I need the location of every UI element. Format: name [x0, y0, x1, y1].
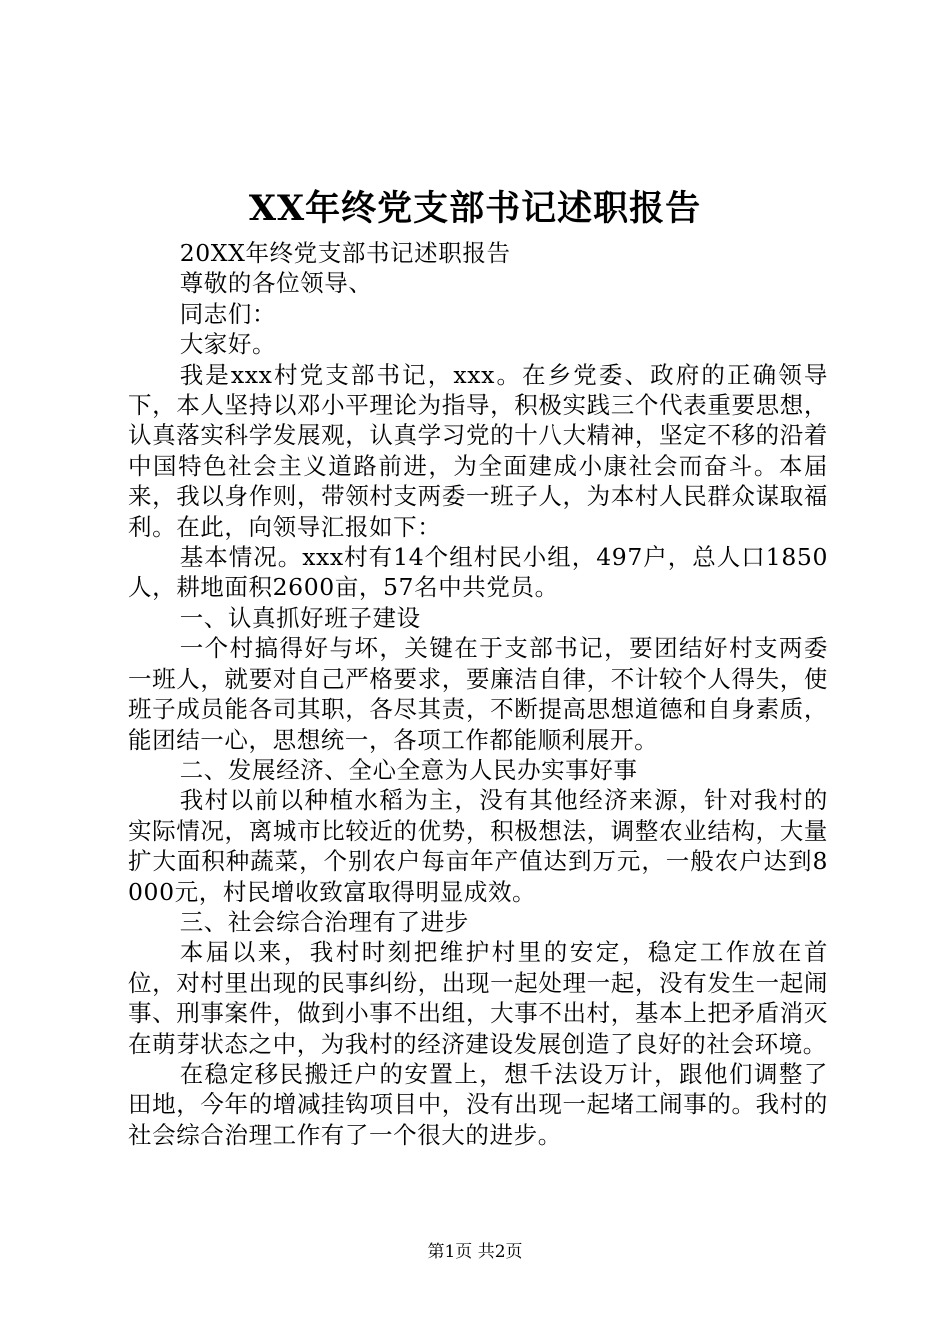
section-heading-3: 三、社会综合治理有了进步: [179, 907, 469, 936]
paragraph-salutation-1: 尊敬的各位领导、: [179, 269, 373, 298]
section-heading-1: 一、认真抓好班子建设: [179, 603, 421, 632]
paragraph-greeting: 大家好。: [179, 330, 277, 359]
paragraph-section-1: 一个村搞得好与坏，关键在于支部书记，要团结好村支两委一班人，就要对自己严格要求，要廉洁自律，不计较个人得失，使班子成员能各司其职，各尽其责，不断提高思想道德和自身素质，能团结一心，思想统一，各项工作都能顺利展开。: [128, 634, 828, 754]
paragraph-salutation-2: 同志们：: [179, 299, 277, 328]
section-heading-2: 二、发展经济、全心全意为人民办实事好事: [179, 755, 638, 784]
paragraph-basic-info: 基本情况。xxx村有14个组村民小组，497户，总人口1850人，耕地面积2600亩，57名中共党员。: [128, 543, 828, 602]
paragraph-section-3a: 本届以来，我村时刻把维护村里的安定，稳定工作放在首位，对村里出现的民事纠纷，出现一起处理一起，没有发生一起闹事、刑事案件，做到小事不出组，大事不出村，基本上把矛盾消灭在萌芽状态之中，为我村的经济建设发展创造了良好的社会环境。: [128, 938, 828, 1058]
document-body: [128, 238, 828, 1150]
paragraph-introduction: 我是xxx村党支部书记，xxx。在乡党委、政府的正确领导下，本人坚持以邓小平理论为指导，积极实践三个代表重要思想，认真落实科学发展观，认真学习党的十八大精神，坚定不移的沿着中国特色社会主义道路前进，为全面建成小康社会而奋斗。本届来，我以身作则，带领村支两委一班子人，为本村人民群众谋取福利。在此，向领导汇报如下：: [128, 360, 828, 541]
document-title: XX年终党支部书记述职报告: [248, 188, 702, 229]
paragraph-section-2: 我村以前以种植水稻为主，没有其他经济来源，针对我村的实际情况，离城市比较近的优势，积极想法，调整农业结构，大量扩大面积种蔬菜，个别农户每亩年产值达到万元，一般农户达到8000元，村民增收致富取得明显成效。: [128, 786, 828, 906]
page-footer: 第1页 共2页: [427, 1242, 523, 1262]
paragraph-section-3b: 在稳定移民搬迁户的安置上，想千法设万计，跟他们调整了田地，今年的增减挂钩项目中，没有出现一起堵工闹事的。我村的社会综合治理工作有了一个很大的进步。: [128, 1059, 828, 1149]
paragraph-subtitle: 20XX年终党支部书记述职报告: [179, 239, 511, 267]
